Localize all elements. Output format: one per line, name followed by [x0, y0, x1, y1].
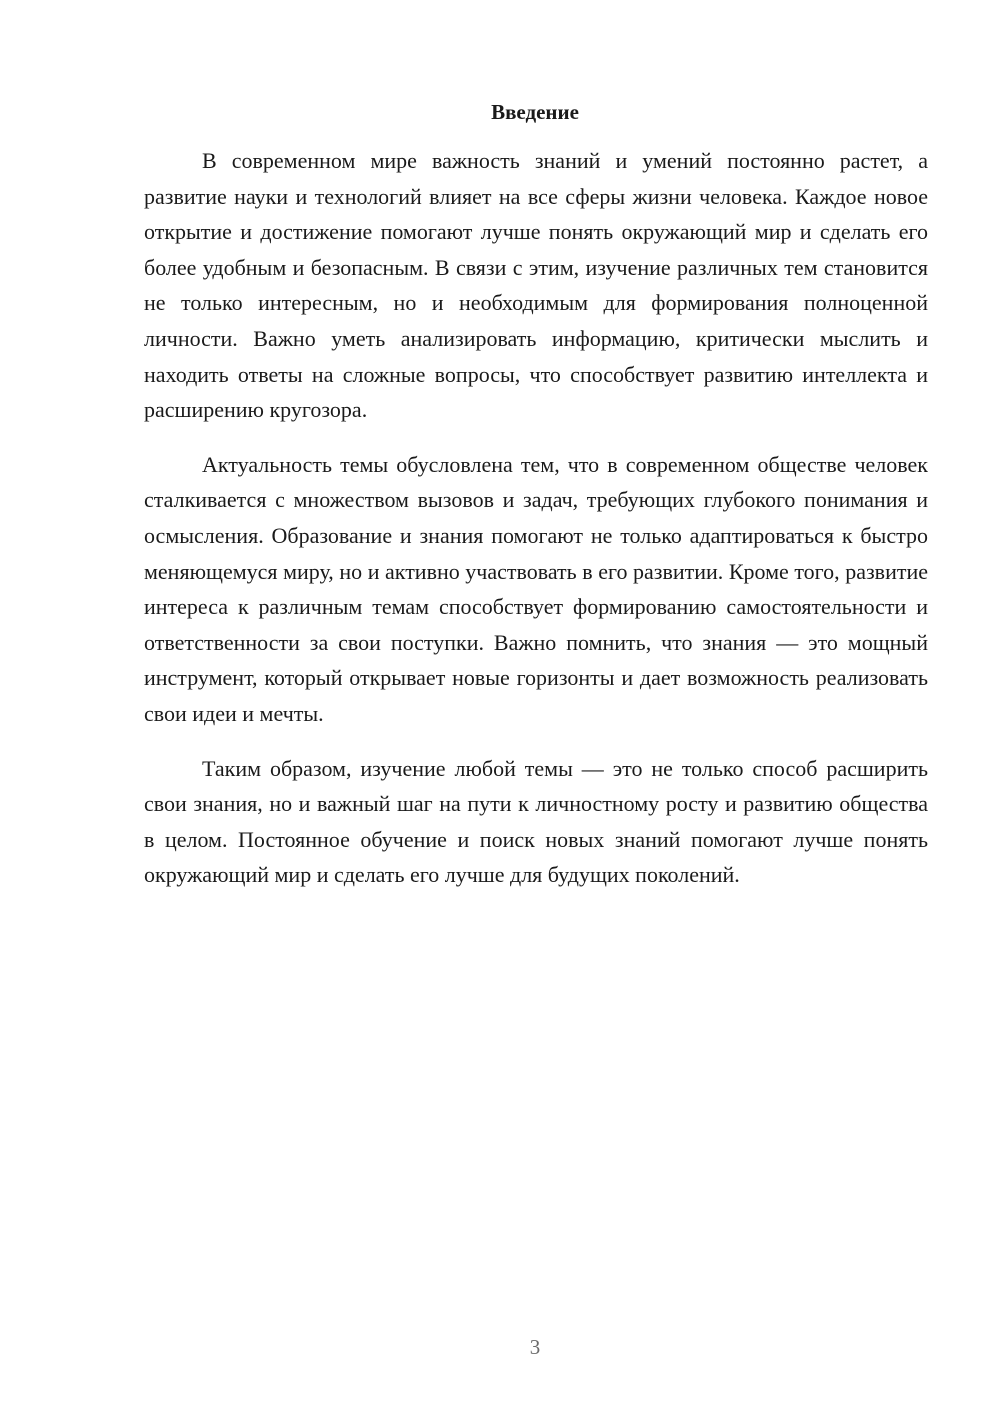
- paragraph-introduction: В современном мире важность знаний и умений постоянно растет, а развитие науки и технологий влияет на все сферы жизни человека. Каждое новое открытие и достижение помогают лучше понять окружающий мир и сделать его более удобным и безопасным. В связи с этим, изучение различных тем становится не только интересным, но и необходимым для формирования полноценной личности. Важно уметь анализировать информацию, критически мыслить и находить ответы на сложные вопросы, что способствует развитию интеллекта и расширению кругозора.: [144, 148, 928, 423]
- paragraph-conclusion: Таким образом, изучение любой темы — это не только способ расширить свои знания, но и важный шаг на пути к личностному росту и развитию общества в целом. Постоянное обучение и поиск новых знаний помогают лучше понять окружающий мир и сделать его лучше для будущих поколений.: [144, 755, 928, 888]
- paragraph-relevance: Актуальность темы обусловлена тем, что в современном обществе человек сталкивается с множеством вызовов и задач, требующих глубокого понимания и осмысления. Образование и знания помогают не только адаптироваться к быстро меняющемуся миру, но и активно участвовать в его развитии. Кроме того, развитие интереса к различным темам способствует формированию самостоятельности и ответственности за свои поступки. Важно помнить, что знания — это мощный инструмент, который открывает новые горизонты и дает возможность реализовать свои идеи и мечты.: [144, 451, 928, 726]
- section-title: Введение: [491, 100, 579, 124]
- body-text: [144, 143, 928, 912]
- page-number: 3: [529, 1335, 541, 1359]
